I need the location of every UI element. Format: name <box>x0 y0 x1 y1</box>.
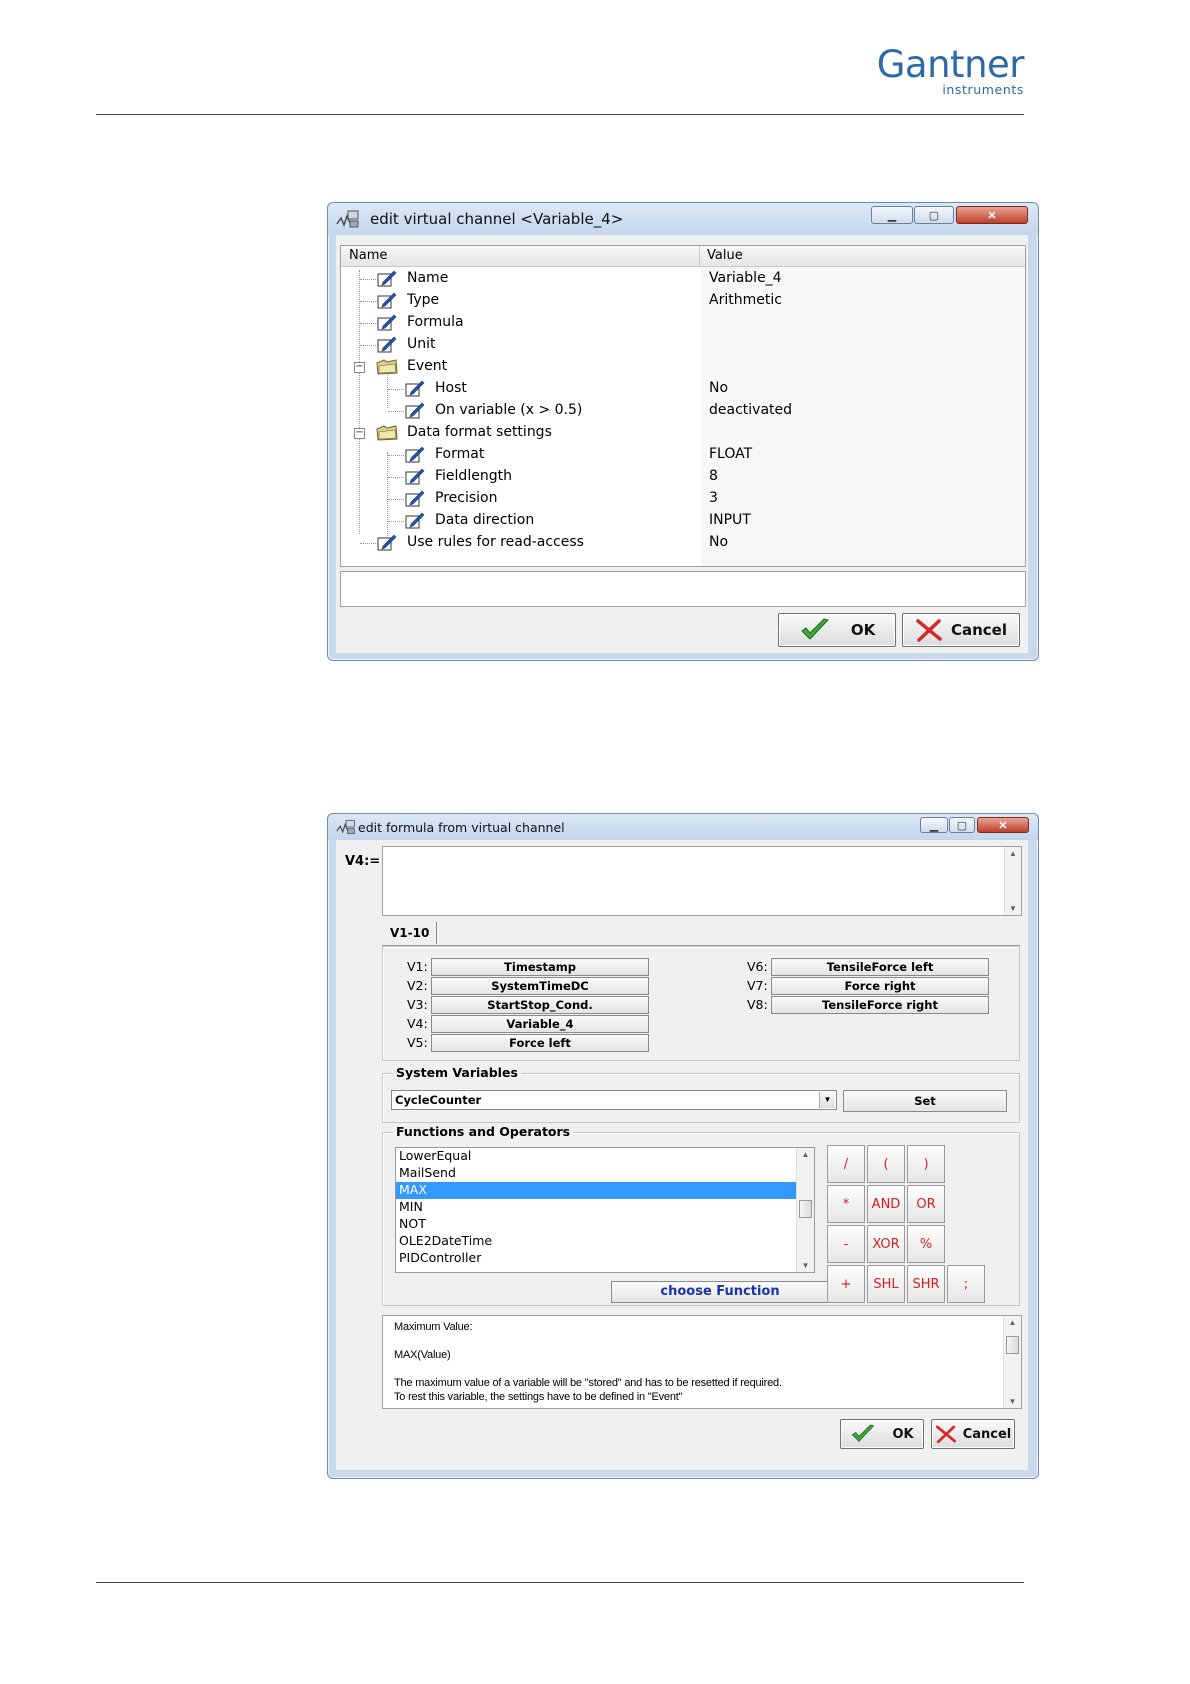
row-label: Event <box>407 358 448 374</box>
tab-v1-10[interactable] <box>382 922 437 944</box>
folder-icon <box>375 424 399 442</box>
close-icon: ✕ <box>987 209 997 222</box>
row-label: Host <box>435 380 467 396</box>
tree-row[interactable] <box>341 378 1025 400</box>
row-label: Name <box>407 270 449 286</box>
edit-property-icon <box>377 314 397 331</box>
edit-property-icon <box>405 512 425 529</box>
tree-row[interactable] <box>341 268 1025 290</box>
var-label: V8: <box>747 997 768 1012</box>
row-value: Arithmetic <box>709 292 782 308</box>
dialog1-body <box>336 235 1028 653</box>
scroll-thumb[interactable] <box>799 1200 812 1218</box>
help-scrollbar[interactable] <box>1003 1316 1021 1408</box>
tree-row[interactable] <box>341 312 1025 334</box>
operator-button[interactable]: ( <box>867 1145 905 1183</box>
row-value: No <box>709 380 729 396</box>
help-line: The maximum value of a variable will be "stored" and has to be resetted if required. <box>394 1377 782 1389</box>
row-label: Precision <box>435 490 498 506</box>
close-icon: ✕ <box>998 819 1008 832</box>
scroll-up-icon[interactable]: ▲ <box>801 1150 810 1159</box>
ok-button[interactable] <box>840 1419 924 1449</box>
functions-operators-group <box>382 1124 1020 1306</box>
row-label: Format <box>435 446 485 462</box>
var-label: V7: <box>747 978 768 993</box>
tree-header <box>341 246 1025 267</box>
function-item[interactable]: MIN <box>399 1199 423 1214</box>
formula-label: V4:= <box>345 854 381 869</box>
footer-rule <box>96 1582 1024 1583</box>
checkmark-icon <box>850 1423 876 1445</box>
edit-property-icon <box>377 534 397 551</box>
gantner-logo <box>868 43 1024 97</box>
row-value: INPUT <box>709 512 751 528</box>
row-value: 3 <box>709 490 718 506</box>
variable-button[interactable]: SystemTimeDC <box>431 977 649 995</box>
operator-button[interactable]: SHL <box>867 1265 905 1303</box>
cancel-button[interactable] <box>902 613 1020 647</box>
scroll-up-icon[interactable]: ▲ <box>1008 1318 1017 1327</box>
dropdown-arrow-icon[interactable]: ▼ <box>819 1092 835 1108</box>
variable-button[interactable]: Timestamp <box>431 958 649 976</box>
minimize-icon: ▁ <box>929 819 939 832</box>
maximize-icon: ▢ <box>928 209 940 222</box>
set-button[interactable]: Set <box>843 1090 1007 1112</box>
scroll-thumb[interactable] <box>1006 1336 1019 1354</box>
edit-formula-dialog <box>327 813 1039 1479</box>
function-item[interactable]: NOT <box>399 1216 426 1231</box>
function-item[interactable]: OLE2DateTime <box>399 1233 493 1248</box>
formula-input[interactable] <box>382 846 1022 916</box>
row-label: Use rules for read-access <box>407 534 584 550</box>
checkmark-icon <box>799 617 831 643</box>
dialog2-title: edit formula from virtual channel <box>358 820 565 835</box>
system-variable-value: CycleCounter <box>395 1093 482 1107</box>
row-value: No <box>709 534 729 550</box>
minimize-button[interactable] <box>920 817 948 833</box>
ok-label: OK <box>892 1426 914 1442</box>
operator-button[interactable]: OR <box>907 1185 945 1223</box>
dialog2-body <box>336 840 1028 1470</box>
operator-button[interactable]: SHR <box>907 1265 945 1303</box>
tree-row[interactable] <box>341 334 1025 356</box>
tree-row[interactable] <box>341 532 1025 554</box>
variables-group <box>382 946 1020 1061</box>
function-item[interactable]: LowerEqual <box>399 1148 472 1163</box>
app-icon <box>336 819 356 835</box>
edit-property-icon <box>405 446 425 463</box>
maximize-button[interactable] <box>914 206 954 224</box>
close-button[interactable] <box>977 817 1029 833</box>
maximize-icon: ▢ <box>956 819 968 832</box>
column-name-header[interactable]: Name <box>349 248 388 263</box>
variable-button[interactable]: Force left <box>431 1034 649 1052</box>
minimize-button[interactable] <box>871 206 913 224</box>
tree-row-data-format-group[interactable] <box>341 422 1025 444</box>
properties-tree[interactable] <box>340 245 1026 567</box>
edit-property-icon <box>377 270 397 287</box>
row-value: deactivated <box>709 402 793 418</box>
var-label: V3: <box>407 997 428 1012</box>
collapse-icon[interactable]: − <box>355 361 364 372</box>
functions-title: Functions and Operators <box>393 1124 573 1139</box>
row-label: Formula <box>407 314 464 330</box>
ok-button[interactable] <box>778 613 896 647</box>
close-button[interactable] <box>956 206 1028 224</box>
tree-row[interactable] <box>341 290 1025 312</box>
operator-button[interactable]: * <box>827 1185 865 1223</box>
operator-button[interactable]: AND <box>867 1185 905 1223</box>
variable-button[interactable]: Variable_4 <box>431 1015 649 1033</box>
operator-button[interactable]: % <box>907 1225 945 1263</box>
var-label: V4: <box>407 1016 428 1031</box>
scroll-down-icon[interactable]: ▼ <box>801 1261 810 1270</box>
choose-function-button[interactable]: choose Function <box>611 1281 829 1303</box>
variable-button[interactable]: TensileForce right <box>771 996 989 1014</box>
folder-icon <box>375 358 399 376</box>
variable-button[interactable]: TensileForce left <box>771 958 989 976</box>
cancel-x-icon <box>935 1424 957 1444</box>
system-variable-select[interactable] <box>391 1090 837 1110</box>
edit-property-icon <box>405 402 425 419</box>
row-label: Data direction <box>435 512 535 528</box>
var-label: V1: <box>407 959 428 974</box>
help-line: MAX(Value) <box>394 1349 451 1361</box>
operator-button[interactable]: - <box>827 1225 865 1263</box>
system-variables-title: System Variables <box>393 1065 521 1080</box>
tree-row[interactable] <box>341 400 1025 422</box>
functions-scrollbar[interactable] <box>796 1148 814 1272</box>
row-label: Type <box>407 292 440 308</box>
functions-list[interactable] <box>395 1147 815 1273</box>
scroll-down-icon[interactable]: ▼ <box>1009 904 1017 913</box>
row-value: FLOAT <box>709 446 753 462</box>
cancel-label: Cancel <box>950 621 1007 639</box>
minimize-icon: ▁ <box>887 209 897 222</box>
tree-row[interactable] <box>341 444 1025 466</box>
row-value: 8 <box>709 468 718 484</box>
edit-property-icon <box>377 292 397 309</box>
function-item[interactable]: MailSend <box>399 1165 456 1180</box>
variable-button[interactable]: StartStop_Cond. <box>431 996 649 1014</box>
description-box <box>340 571 1026 607</box>
edit-virtual-channel-dialog <box>327 202 1039 661</box>
ok-label: OK <box>850 621 876 639</box>
row-label: Fieldlength <box>435 468 512 484</box>
column-value-header[interactable]: Value <box>707 248 743 263</box>
row-value: Variable_4 <box>709 270 782 286</box>
tree-row-event-group[interactable] <box>341 356 1025 378</box>
tab-label: V1-10 <box>390 926 430 940</box>
cancel-button[interactable] <box>931 1419 1015 1449</box>
dialog1-title: edit virtual channel <Variable_4> <box>370 210 624 228</box>
app-icon <box>336 210 360 228</box>
var-label: V2: <box>407 978 428 993</box>
function-help-box <box>382 1315 1022 1409</box>
tree-row[interactable] <box>341 466 1025 488</box>
scroll-up-icon[interactable]: ▲ <box>1009 849 1017 858</box>
variable-button[interactable]: Force right <box>771 977 989 995</box>
dialog2-titlebar[interactable] <box>328 814 1038 840</box>
cancel-label: Cancel <box>962 1426 1012 1442</box>
edit-property-icon <box>405 380 425 397</box>
help-line: To rest this variable, the settings have to be defined in "Event" <box>394 1391 683 1403</box>
logo-sub-text: instruments <box>942 82 1024 97</box>
formula-scrollbar[interactable] <box>1004 847 1021 915</box>
operator-button[interactable]: / <box>827 1145 865 1183</box>
function-item-selected[interactable]: MAX <box>396 1182 796 1199</box>
cancel-x-icon <box>915 618 943 642</box>
help-line: Maximum Value: <box>394 1321 473 1333</box>
edit-property-icon <box>377 336 397 353</box>
edit-property-icon <box>405 468 425 485</box>
header-rule <box>96 114 1024 115</box>
var-label: V6: <box>747 959 768 974</box>
dialog1-titlebar[interactable] <box>328 203 1038 235</box>
operator-button[interactable]: ) <box>907 1145 945 1183</box>
tree-row[interactable] <box>341 488 1025 510</box>
system-variables-group <box>382 1065 1020 1123</box>
operator-button[interactable]: ; <box>947 1265 985 1303</box>
row-label: On variable (x > 0.5) <box>435 402 583 418</box>
operator-button[interactable]: + <box>827 1265 865 1303</box>
logo-main-text: Gantner <box>876 43 1024 86</box>
var-label: V5: <box>407 1035 428 1050</box>
edit-property-icon <box>405 490 425 507</box>
operator-button[interactable]: XOR <box>867 1225 905 1263</box>
maximize-button[interactable] <box>949 817 975 833</box>
scroll-down-icon[interactable]: ▼ <box>1008 1397 1017 1406</box>
collapse-icon[interactable]: − <box>355 427 364 438</box>
row-label: Unit <box>407 336 436 352</box>
row-label: Data format settings <box>407 424 552 440</box>
tree-row[interactable] <box>341 510 1025 532</box>
function-item[interactable]: PIDController <box>399 1250 482 1265</box>
